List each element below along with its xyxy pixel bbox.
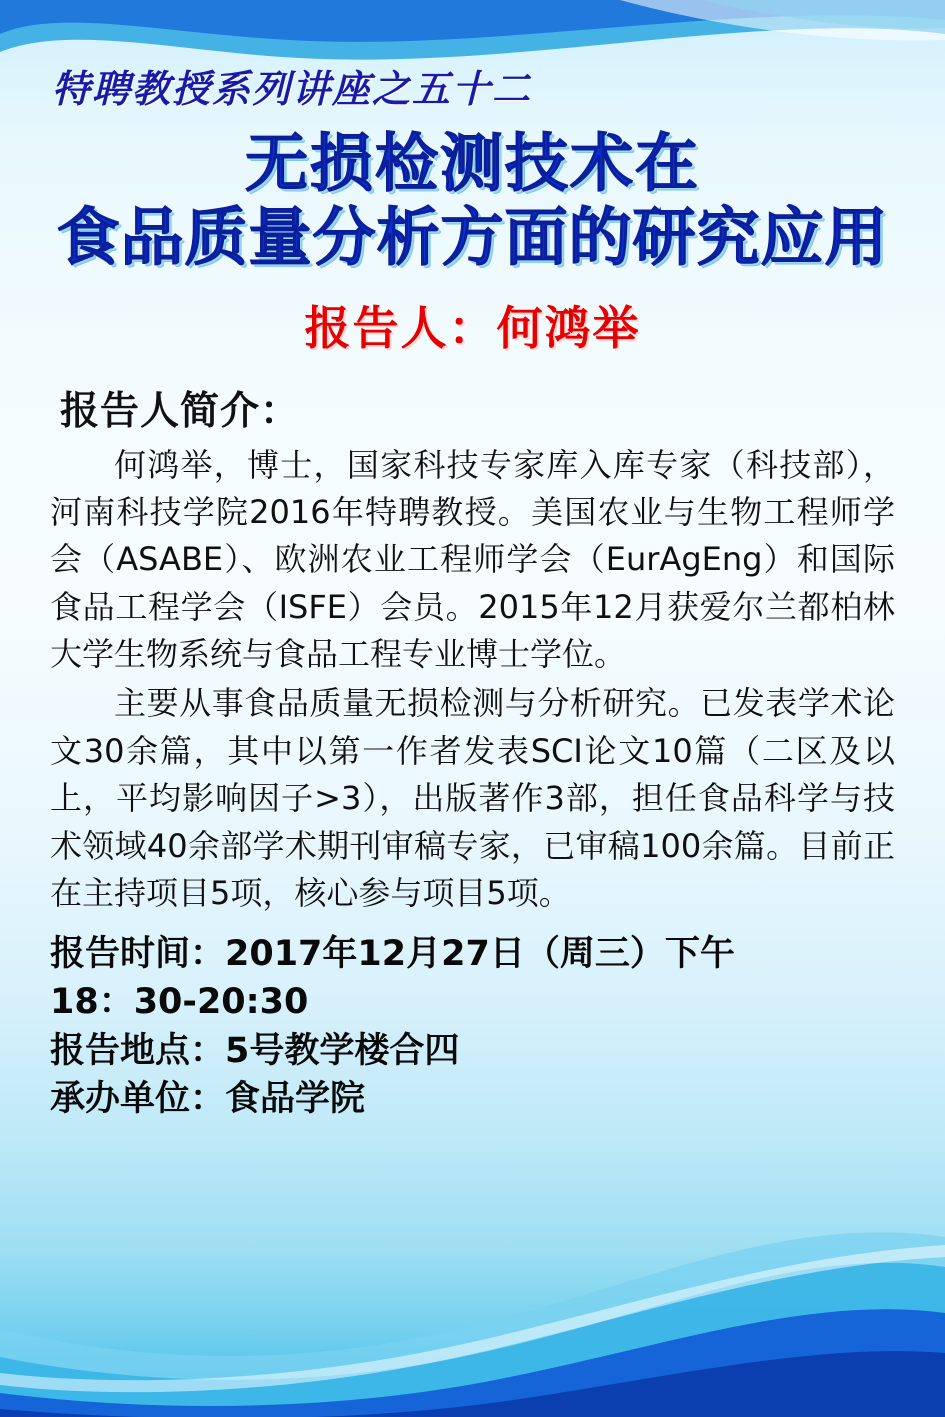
bottom-decoration-swoosh — [0, 1117, 945, 1417]
event-time-range: 18：30-20:30 — [50, 982, 309, 1023]
speaker-name: 报告人：何鸿举 — [304, 300, 641, 355]
event-place: 报告地点：5号教学楼合四 — [50, 1030, 460, 1071]
bio-heading: 报告人简介： — [60, 388, 301, 434]
event-time: 报告时间：2017年12月27日（周三）下午 — [50, 934, 735, 975]
main-title-line-2: 食品质量分析方面的研究应用 — [56, 201, 889, 275]
bio-body — [38, 442, 907, 918]
main-title-line-1: 无损检测技术在 — [245, 127, 700, 200]
series-title: 特聘教授系列讲座之五十二 — [52, 69, 533, 111]
bio-paragraph-1: 何鸿举，博士，国家科技专家库入库专家（科技部），河南科技学院2016年特聘教授。美国农业与生物工程师学会（ASABE）、欧洲农业工程师学会（EurAgEng）和国际食品工程学会（ISFE）会员。2015年12月获爱尔兰都柏林大学生物系统与食品工程专业博士学位。 — [50, 445, 895, 674]
event-host: 承办单位：食品学院 — [50, 1078, 366, 1119]
bio-paragraph-2: 主要从事食品质量无损检测与分析研究。已发表学术论文30余篇，其中以第一作者发表SCI论文10篇（二区及以上，平均影响因子>3），出版著作3部，担任食品科学与技术领域40余部学术期刊审稿专家，已审稿100余篇。目前正在主持项目5项，核心参与项目5项。 — [50, 684, 895, 912]
poster-content — [0, 58, 945, 1122]
page-title — [38, 127, 907, 276]
event-info — [38, 931, 907, 1122]
